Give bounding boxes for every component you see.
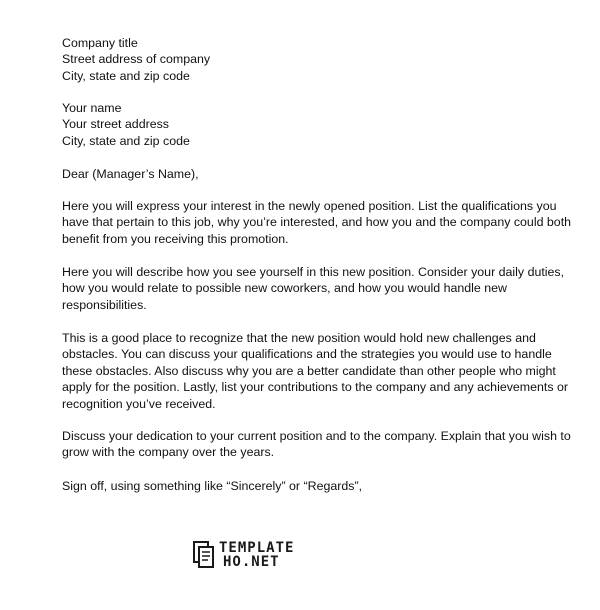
company-city: City, state and zip code [62,68,190,83]
salutation: Dear (Manager’s Name), [62,167,199,181]
logo-line-2: HO.NET [223,554,280,570]
paragraph-dedication: Discuss your dedication to your current position and to the company. Explain that you wish to grow with the company over the years. [62,429,571,460]
company-street: Street address of company [62,52,211,67]
logo-wordmark [219,541,294,569]
templatehq-logo [193,538,294,572]
sender-name: Your name [62,101,122,115]
paragraph-signoff: Sign off, using something like “Sincerely” or “Regards”, [62,479,363,493]
sender-address-block [62,100,562,149]
paragraph-vision: Here you will describe how you see yourself in this new position. Consider your daily duties, how you would relate to possible new coworkers, and how you would handle new responsibilities. [62,265,565,312]
company-address-block [62,35,562,84]
document-icon [193,541,215,569]
company-title: Company title [62,36,138,50]
paragraph-challenges: This is a good place to recognize that the new position would hold new challenges and obstacles. You can discuss your qualifications and the strategies you would use to handle these obstacles. Also discuss why you are a better candidate than other people who might apply for the position. Lastly, list your contributions to the company and any achievements or recognition you’ve received. [62,331,568,411]
sender-street: Your street address [62,117,169,132]
sender-city: City, state and zip code [62,133,190,148]
logo-line-1: TEMPLATE [219,540,295,556]
paragraph-interest: Here you will express your interest in the newly opened position. List the qualifications you have that pertain to this job, why you’re interested, and how you and the company could both benefit from you receiving this promotion. [62,199,572,246]
